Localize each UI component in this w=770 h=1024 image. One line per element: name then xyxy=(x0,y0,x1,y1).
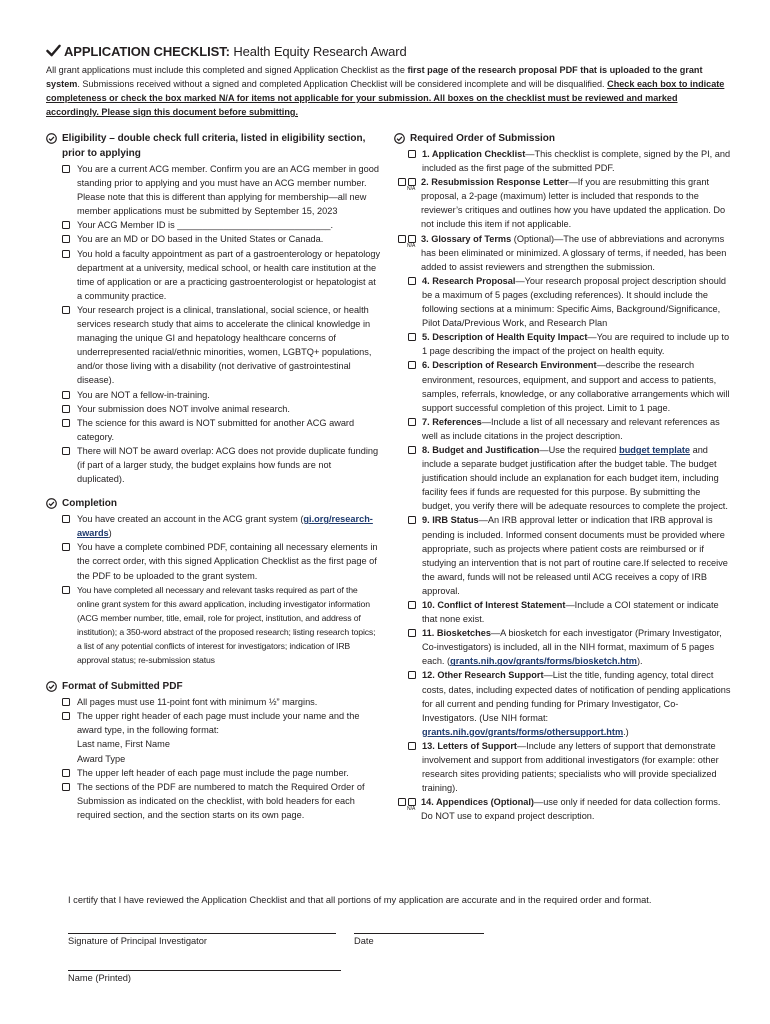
list-item xyxy=(408,274,732,330)
list-item xyxy=(408,668,732,738)
eligibility-list xyxy=(46,162,381,486)
item-text: —Include any letters of support that demonstrate involvement and support from additional investigators (for example: other research sites providing patients; specialists who will provide specialized training). xyxy=(422,740,719,794)
na-label: N/A xyxy=(407,806,416,813)
checkbox-icon[interactable] xyxy=(62,447,70,455)
item-title: 2. Resubmission Response Letter xyxy=(421,177,569,188)
item-title: 1. Application Checklist xyxy=(422,149,526,159)
date-line[interactable] xyxy=(354,933,484,934)
list-item xyxy=(62,540,381,582)
checkbox-icon[interactable] xyxy=(408,671,416,679)
checkbox-icon[interactable] xyxy=(408,333,416,341)
name-line[interactable] xyxy=(68,970,341,971)
item-text: You are NOT a fellow-in-training. xyxy=(77,389,210,400)
list-item xyxy=(62,583,381,668)
gi-org-link[interactable]: gi.org/research-awards xyxy=(77,514,373,539)
checkbox-icon[interactable] xyxy=(62,712,70,720)
checkbox-icon[interactable] xyxy=(408,277,416,285)
intro-text-2: . Submissions received without a signed and completed Application Checklist will be considered incomplete and will be disqualified. xyxy=(77,79,608,89)
item-title: 9. IRB Status xyxy=(422,515,479,526)
item-title: 11. Biosketches xyxy=(422,628,491,639)
list-item xyxy=(62,303,381,388)
title-label: APPLICATION CHECKLIST: xyxy=(64,44,230,59)
item-text: Your research project is a clinical, translational, social science, or health services research study that aims to accelerate the clinical knowledge in managing the unique GI and hepatology healthcare concerns of underrepresented racial/ethnic minorities, women, LGBTQ+ populations, and/or those living with a disability (not derivative of gastrointestinal disease). xyxy=(77,304,372,386)
item-text: Last name, First Name xyxy=(77,739,170,750)
item-text: Your submission does NOT involve animal research. xyxy=(77,403,290,414)
list-item xyxy=(398,232,732,274)
item-text: —Use the required xyxy=(539,444,620,455)
checkbox-icon[interactable] xyxy=(62,783,70,791)
item-text: You are an MD or DO based in the United States or Canada. xyxy=(77,234,324,245)
checkbox-icon[interactable] xyxy=(408,178,416,186)
signature-line[interactable] xyxy=(68,933,336,934)
list-item xyxy=(408,626,732,668)
checkbox-icon[interactable] xyxy=(62,405,70,413)
intro-text-1: All grant applications must include this completed and signed Application Checklist as the xyxy=(46,65,408,75)
item-text: ) xyxy=(108,528,112,539)
item-text: and include a separate budget justification after the budget table. The budget justification should include an explanation for each budget item, including facility fees if funds are requested for this purpose. By submitting the budget, you verify there will be adequate resources to complete the project. xyxy=(422,444,728,512)
required-list xyxy=(394,147,732,824)
checkbox-icon[interactable] xyxy=(62,235,70,243)
item-title: 5. Description of Health Equity Impact xyxy=(422,332,588,343)
list-item xyxy=(408,598,732,626)
checkbox-icon[interactable] xyxy=(62,221,70,229)
checkbox-icon[interactable] xyxy=(408,629,416,637)
item-link[interactable]: grants.nih.gov/grants/forms/biosketch.htm xyxy=(450,656,637,667)
item-text: ). xyxy=(636,656,643,667)
intro-instructions: Check each box to indicate completeness or check the box marked N/A for items not applicable for your submission. All boxes on the checklist must be reviewed and marked accordingly. Please sign this document before submitting. xyxy=(46,79,725,117)
checkbox-icon[interactable] xyxy=(408,150,416,158)
list-item xyxy=(398,795,732,823)
circle-check-icon xyxy=(46,498,57,509)
na-checkbox-icon[interactable] xyxy=(398,798,406,806)
item-text: You hold a faculty appointment as part of a gastroenterology or hepatology department at a university, medical school, or health care institution at the time of application or are a practicing gastroenterologist or hepatologist at a community practice. xyxy=(77,248,381,301)
item-title: 13. Letters of Support xyxy=(422,740,517,751)
certification-statement: I certify that I have reviewed the Application Checklist and that all portions of my application are accurate and in the required order and format. xyxy=(68,895,652,905)
item-text: —You are required to include up to 1 page describing the impact of the project on health equity. xyxy=(422,332,730,357)
item-text: You are a current ACG member. Confirm you are an ACG member in good standing prior to applying and you must have an ACG member number. Please note that this is different than applying for membership—all new member applications must be submitted by September 15, 2023 xyxy=(77,164,379,217)
list-item xyxy=(62,444,381,486)
item-text: —A biosketch for each investigator (Primary Investigator, Co-investigators) is included, all in the NIH format, maximum of 5 pages each. ( xyxy=(422,628,722,667)
checkbox-icon[interactable] xyxy=(408,361,416,369)
date-label: Date xyxy=(354,936,374,946)
list-item xyxy=(62,766,381,780)
item-text: (Optional)—The use of abbreviations and acronyms has been eliminated or minimized. A glossary of terms, if needed, has been added to assist reviewers and strengthen the submission. xyxy=(421,233,727,272)
checkbox-icon[interactable] xyxy=(62,515,70,523)
item-text: You have a complete combined PDF, containing all necessary elements in the correct order, with this signed Application Checklist as the first page of the PDF to be uploaded to the grant system. xyxy=(77,542,378,581)
format-heading xyxy=(46,679,381,694)
checkbox-icon[interactable] xyxy=(408,516,416,524)
item-text: Your ACG Member ID is ______________________________. xyxy=(77,220,334,231)
item-text: Award Type xyxy=(77,753,126,764)
required-heading-text: Required Order of Submission xyxy=(410,133,556,144)
checkbox-icon[interactable] xyxy=(62,165,70,173)
item-title: 6. Description of Research Environment xyxy=(422,360,597,371)
item-link[interactable]: grants.nih.gov/grants/forms/othersupport.htm xyxy=(422,726,624,737)
list-item xyxy=(408,513,732,598)
circle-check-icon xyxy=(46,133,57,144)
item-text: —Include a COI statement or indicate that none exist. xyxy=(422,600,719,625)
check-icon xyxy=(46,44,61,57)
item-title: 4. Research Proposal xyxy=(422,275,516,286)
checkbox-icon[interactable] xyxy=(62,698,70,706)
item-text: —This checklist is complete, signed by the PI, and included as the first page of the submitted PDF. xyxy=(422,149,731,174)
item-text: —use only if needed for data collection forms. Do NOT use to expand project description. xyxy=(421,797,721,822)
checkbox-icon[interactable] xyxy=(408,418,416,426)
checkbox-icon[interactable] xyxy=(62,250,70,258)
list-item xyxy=(408,443,732,513)
list-item xyxy=(62,709,381,765)
list-item xyxy=(408,358,732,414)
item-title: 7. References xyxy=(422,416,482,427)
list-item xyxy=(62,695,381,709)
eligibility-heading-text: Eligibility – double check full criteria, listed in eligibility section, prior to applying xyxy=(62,133,366,159)
checkbox-icon[interactable] xyxy=(62,306,70,314)
name-label: Name (Printed) xyxy=(68,973,132,983)
checkbox-icon[interactable] xyxy=(62,586,70,594)
item-text: The upper left header of each page must include the page number. xyxy=(77,767,349,778)
na-label: N/A xyxy=(407,242,416,249)
left-column xyxy=(46,131,381,822)
item-text: —Include a list of all necessary and relevant references as well as include citations in the project description. xyxy=(422,416,720,441)
checkbox-icon[interactable] xyxy=(408,446,416,454)
item-title: 8. Budget and Justification xyxy=(422,444,540,455)
item-text: The sections of the PDF are numbered to match the Required Order of Submission as indicated on the checklist, with bold headers for each required section, and the section starts on its own page. xyxy=(77,781,365,820)
checkbox-icon[interactable] xyxy=(62,391,70,399)
checkbox-icon[interactable] xyxy=(408,601,416,609)
list-item xyxy=(62,780,381,822)
checkbox-icon[interactable] xyxy=(408,235,416,243)
item-title: 10. Conflict of Interest Statement xyxy=(422,600,566,610)
list-item xyxy=(408,415,732,443)
list-item xyxy=(408,147,732,175)
format-heading-text: Format of Submitted PDF xyxy=(62,681,183,693)
circle-check-icon xyxy=(46,681,57,692)
list-item xyxy=(408,739,732,795)
intro-bold: first page of the research proposal PDF that is uploaded to the grant system xyxy=(46,65,703,89)
title-subtitle: Health Equity Research Award xyxy=(233,44,407,59)
required-heading xyxy=(394,131,732,146)
signature-label: Signature of Principal Investigator xyxy=(68,936,208,946)
item-text: —Your research proposal project description should be a maximum of 5 pages (excluding references). It should include the following sections at a minimum: Specific Aims, Background/Significance, Pilot Data/Previous Work, and Research Plan xyxy=(422,275,727,329)
na-label: N/A xyxy=(407,186,416,193)
list-item xyxy=(62,402,381,416)
item-title: 3. Glossary of Terms xyxy=(421,233,512,244)
list-item xyxy=(62,232,381,246)
item-text: —describe the research environment, resources, equipment, and support and access to patients, samples, referrals, knowledge, or any collaborative arrangements which will support successful completion of this project. Limit to 1 page. xyxy=(422,360,730,413)
item-text: You have created an account in the ACG grant system ( xyxy=(77,514,304,525)
item-text: —If you are resubmitting this grant proposal, a 2-page (maximum) letter is included that responds to the reviewer’s critiques and outlines how you have updated the application. Do not include this item if not applicable. xyxy=(421,177,726,230)
item-text: All pages must use 11-point font with minimum ½” margins. xyxy=(77,697,318,708)
item-text: The upper right header of each page must include your name and the award type, in the following format: xyxy=(77,711,360,736)
item-text: You have completed all necessary and relevant tasks required as part of the online grant system for this award application, including investigator information (ACG member number, title, email, role for project, institution, and address of institution); a 350-word abstract of the proposed research; listing research topics; a list of any potential conflicts of interest for investigators; indication of IRB approval status; re-submission status xyxy=(77,584,376,666)
completion-heading xyxy=(46,496,381,511)
item-text: There will NOT be award overlap: ACG does not provide duplicate funding (if part of a larger study, the budget explains how funds are not duplicated). xyxy=(77,445,379,485)
item-text: —An IRB approval letter or indication that IRB approval is pending is included. Informed consent documents must be provided where appropriate, such as projects where patient costs are reimbursed or if studying an intervention that is not part of routine care.If selected to receive the award, funds will not be released until ACG receives a copy of IRB approval. xyxy=(422,515,728,596)
list-item xyxy=(398,175,732,231)
na-checkbox-icon[interactable] xyxy=(398,235,406,243)
list-item xyxy=(62,247,381,303)
list-item xyxy=(62,162,381,218)
checkbox-icon[interactable] xyxy=(62,769,70,777)
list-item xyxy=(62,388,381,402)
item-link[interactable]: budget template xyxy=(619,444,691,455)
item-text: .) xyxy=(623,726,629,737)
page-title xyxy=(46,44,407,59)
list-item xyxy=(62,218,381,232)
item-text: —List the title, funding agency, total direct costs, dates, including expected dates of notification of pending applications for all current and pending funding for Primary Investigator, Co-Investigators. (Use NIH format: xyxy=(422,670,731,723)
completion-heading-text: Completion xyxy=(62,498,117,510)
right-column xyxy=(394,131,732,824)
list-item xyxy=(62,416,381,444)
item-text: The science for this award is NOT submitted for another ACG award category. xyxy=(77,417,355,442)
checkbox-icon[interactable] xyxy=(408,798,416,806)
intro-paragraph xyxy=(46,63,728,119)
list-item xyxy=(62,512,381,540)
eligibility-heading xyxy=(46,131,381,161)
item-title: 14. Appendices (Optional) xyxy=(421,797,534,808)
list-item xyxy=(408,330,732,358)
na-checkbox-icon[interactable] xyxy=(398,178,406,186)
circle-check-icon xyxy=(394,133,405,144)
item-title: 12. Other Research Support xyxy=(422,670,544,681)
checkbox-icon[interactable] xyxy=(62,543,70,551)
checkbox-icon[interactable] xyxy=(408,742,416,750)
checkbox-icon[interactable] xyxy=(62,419,70,427)
